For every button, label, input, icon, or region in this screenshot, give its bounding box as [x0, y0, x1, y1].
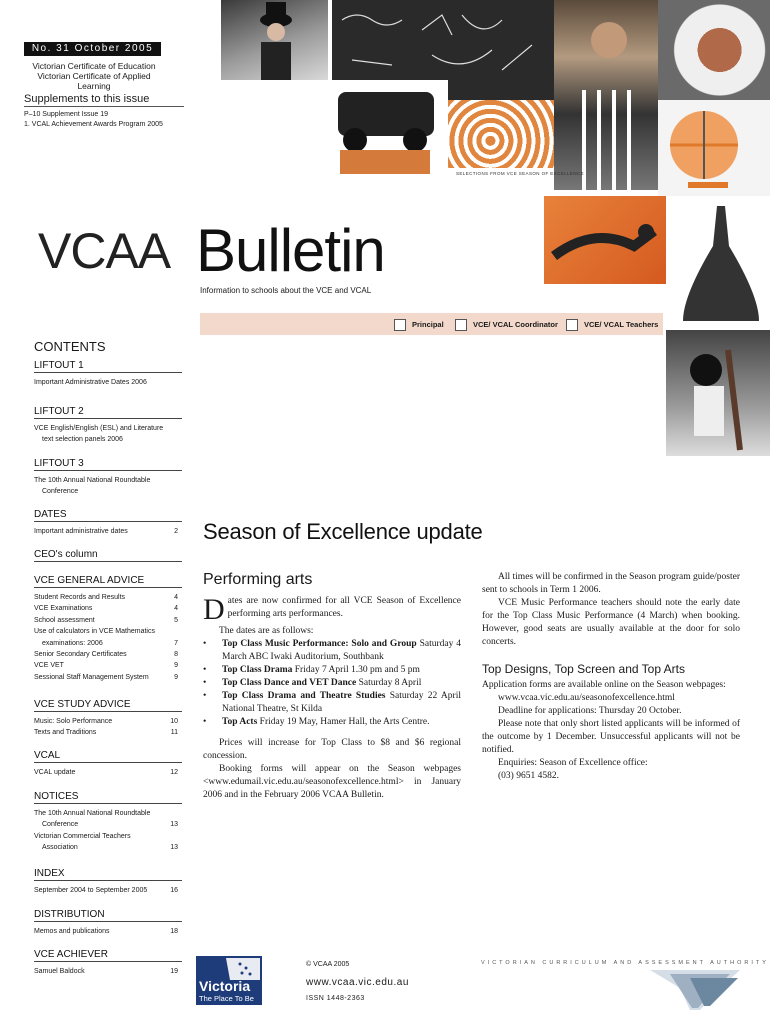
- toc-entry-text: The 10th Annual National Roundtable: [34, 477, 151, 484]
- toc-section-heading: DATES: [34, 509, 182, 522]
- date-event: Top Class Drama and Theatre Studies: [222, 691, 386, 701]
- toc-entry-text: September 2004 to September 2005: [34, 887, 148, 894]
- photo-beach-ball-art: [658, 100, 770, 196]
- list-item: [203, 690, 461, 716]
- toc-entry-text: Association: [42, 844, 78, 852]
- toc-entry[interactable]: [34, 885, 182, 896]
- toc-page-number: 4: [174, 594, 178, 601]
- top-designs-heading: Top Designs, Top Screen and Top Arts: [482, 662, 686, 676]
- toc-section-heading: CEO's column: [34, 549, 182, 562]
- toc-entry[interactable]: [34, 842, 182, 853]
- date-detail: Saturday 22 April National Theatre, St Kilda: [222, 691, 461, 714]
- date-detail: Friday 19 May, Hamer Hall, the Arts Centre.: [257, 717, 430, 727]
- toc-section-heading: VCE ACHIEVER: [34, 949, 182, 962]
- toc-entry[interactable]: [34, 377, 182, 388]
- website-link[interactable]: www.vcaa.vic.edu.au: [306, 977, 409, 988]
- striped-costume-illustration: [554, 0, 658, 190]
- drop-cap: D: [203, 593, 225, 626]
- audience-coordinator[interactable]: [455, 319, 558, 331]
- audience-label: VCE/ VCAL Teachers: [584, 319, 659, 329]
- audience-bar: [200, 313, 663, 335]
- toc-page-number: 18: [170, 928, 178, 935]
- list-item: [203, 677, 461, 690]
- vcaa-wordmark: VCAA: [38, 223, 171, 279]
- toc-section-heading: LIFTOUT 2: [34, 406, 182, 419]
- photo-caption: SELECTIONS FROM VCE SEASON OF EXCELLENCE: [456, 171, 585, 176]
- supplement-item: P–10 Supplement Issue 19: [24, 111, 109, 118]
- toc-section-heading: LIFTOUT 1: [34, 360, 182, 373]
- enquiries-paragraph: Enquiries: Season of Excellence office:: [498, 758, 648, 768]
- toc-entry-text: School assessment: [34, 616, 95, 624]
- toc-entry-text: Use of calculators in VCE Mathematics: [34, 628, 155, 636]
- vcaa-chevron-logo-icon: [650, 970, 740, 1014]
- toc-entry[interactable]: [34, 926, 182, 937]
- toc-entry-text: VCAL update: [34, 769, 76, 776]
- photo-toy-jeep: [320, 80, 448, 176]
- photo-food-plate: [658, 0, 770, 100]
- certificate-lines: [24, 61, 164, 91]
- toc-entry-text: Student Records and Results: [34, 594, 126, 601]
- music-teachers-paragraph: VCE Music Performance teachers should note the early date for the Top Class Music Performance (4 March) when booking. However, good seats are usually available at the door for solo concerts.: [482, 598, 740, 647]
- cellist-illustration: [666, 330, 770, 456]
- bulletin-wordmark: Bulletin: [196, 217, 385, 284]
- toc-page-number: 11: [170, 729, 178, 737]
- dress-illustration: [672, 196, 770, 326]
- prices-paragraph: Prices will increase for Top Class to $8 and $6 regional concession.: [203, 738, 461, 761]
- toc-page-number: 10: [170, 718, 178, 725]
- beach-ball-illustration: [658, 100, 770, 196]
- photo-cellist: [666, 330, 770, 456]
- photo-performer-striped: [554, 0, 658, 190]
- toc-entry-text: Senior Secondary Certificates: [34, 651, 127, 658]
- toc-entry[interactable]: [34, 808, 182, 819]
- intro-text: ates are now confirmed for all VCE Season of Excellence performing arts performances.: [227, 596, 461, 619]
- tagline: Information to schools about the VCE and VCAL: [200, 286, 372, 295]
- toc-page-number: 5: [174, 616, 178, 624]
- audience-label: Principal: [412, 319, 444, 329]
- toc-entry-text: VCE English/English (ESL) and Literature: [34, 425, 164, 432]
- toc-entry[interactable]: [34, 966, 182, 977]
- checkbox-icon[interactable]: [566, 319, 578, 331]
- date-detail: Saturday 4 March ABC Iwaki Auditorium, Southbank: [222, 639, 461, 662]
- toc-entry-text: The 10th Annual National Roundtable: [34, 810, 151, 817]
- photo-dancer: [544, 196, 666, 284]
- checkbox-icon[interactable]: [455, 319, 467, 331]
- list-item: [203, 716, 461, 729]
- toc-section-heading: NOTICES: [34, 791, 182, 804]
- toc-entry[interactable]: [34, 660, 182, 671]
- toc-entry[interactable]: [34, 672, 182, 683]
- phone-number: (03) 9651 4582.: [498, 771, 559, 781]
- checkbox-icon[interactable]: [394, 319, 406, 331]
- toc-entry-text: VCE VET: [34, 662, 64, 670]
- times-paragraph: All times will be confirmed in the Season program guide/poster sent to schools in Term 1 2006.: [482, 572, 740, 595]
- photo-performer-hat: [221, 0, 328, 80]
- victoria-logo: [196, 956, 262, 1005]
- toc-page-number: 19: [170, 968, 178, 975]
- toc-entry-text: text selection panels 2006: [42, 436, 123, 444]
- date-event: Top Class Drama: [222, 665, 293, 675]
- toc-entry-text: Conference: [42, 488, 79, 496]
- performing-arts-heading: Performing arts: [203, 571, 313, 588]
- toc-entry[interactable]: [34, 475, 182, 486]
- toc-entry-text: Samuel Baldock: [34, 968, 85, 975]
- toc-entry[interactable]: [34, 727, 182, 738]
- photo-dress-sculpture: [672, 196, 770, 326]
- supplements-list: [24, 110, 163, 130]
- toc-page-number: 9: [174, 662, 178, 670]
- toc-page-number: 4: [174, 605, 178, 613]
- designs-url[interactable]: www.vcaa.vic.edu.au/seasonofexcellence.html: [498, 693, 675, 703]
- toc-page-number: 13: [170, 821, 178, 829]
- list-item: [203, 664, 461, 677]
- article-column-1: [203, 595, 461, 802]
- toc-entry-text: Sessional Staff Management System: [34, 673, 149, 681]
- toc-entry-text: VCE Examinations: [34, 605, 93, 613]
- toc-entry[interactable]: [34, 434, 182, 445]
- date-event: Top Class Music Performance: Solo and Group: [222, 639, 417, 649]
- toc-entry[interactable]: [34, 819, 182, 830]
- notify-paragraph: Please note that only short listed applicants will be informed of the outcome by 1 December. Unsuccessful applicants will not be notified.: [482, 719, 740, 755]
- dates-intro: The dates are as follows:: [219, 626, 314, 636]
- logo-word: Victoria: [199, 978, 251, 994]
- designs-paragraph: Application forms are available online on the Season webpages:: [482, 680, 726, 690]
- toc-section-heading: VCAL: [34, 750, 182, 763]
- article-column-2: [482, 571, 740, 783]
- toc-entry-text: Victorian Commercial Teachers: [34, 832, 131, 840]
- dancer-illustration: [544, 196, 666, 284]
- performer-hat-illustration: [221, 0, 328, 80]
- toc-section-heading: LIFTOUT 3: [34, 458, 182, 471]
- photo-target-performer: [448, 100, 554, 168]
- booking-paragraph: Booking forms will appear on the Season webpages <www.edumail.vic.edu.au/seasonofexcellence.html> in January 2006 and in the February 2006 VCAA Bulletin.: [203, 764, 461, 800]
- article-title: Season of Excellence update: [203, 519, 483, 544]
- audience-principal[interactable]: [394, 319, 444, 331]
- toy-jeep-illustration: [320, 80, 448, 176]
- toc-page-number: 9: [174, 673, 178, 681]
- toc-entry-text: examinations: 2006: [42, 639, 103, 647]
- toc-entry[interactable]: [34, 638, 182, 649]
- toc-entry[interactable]: [34, 649, 182, 660]
- toc-section-heading: INDEX: [34, 868, 182, 881]
- list-item: [203, 638, 461, 664]
- toc-entry[interactable]: [34, 767, 182, 778]
- intro-paragraph: [203, 593, 461, 626]
- toc-entry[interactable]: [34, 603, 182, 614]
- toc-entry-text: Conference: [42, 821, 79, 829]
- toc-page-number: 16: [170, 887, 178, 894]
- toc-entry-text: Texts and Traditions: [34, 729, 97, 737]
- toc-entry[interactable]: [34, 716, 182, 727]
- toc-section-heading: DISTRIBUTION: [34, 909, 182, 922]
- audience-label: VCE/ VCAL Coordinator: [473, 319, 558, 329]
- deadline-paragraph: Deadline for applications: Thursday 20 October.: [498, 706, 682, 716]
- toc-entry-text: Music: Solo Performance: [34, 718, 113, 725]
- copyright: © VCAA 2005: [306, 961, 350, 968]
- supplements-heading: Supplements to this issue: [24, 93, 184, 107]
- toc-entry[interactable]: [34, 592, 182, 603]
- organisation-name: VICTORIAN CURRICULUM AND ASSESSMENT AUTHORITY: [481, 960, 769, 966]
- toc-entry[interactable]: [34, 423, 182, 434]
- cert-line-vcal: Victorian Certificate of Applied Learning: [37, 71, 151, 91]
- toc-entry[interactable]: [34, 486, 182, 497]
- toc-page-number: 13: [170, 844, 178, 852]
- toc-page-number: 12: [170, 769, 178, 776]
- toc-page-number: 8: [174, 651, 178, 658]
- issn: ISSN 1448-2363: [306, 995, 365, 1002]
- cert-line-vce: Victorian Certificate of Education: [32, 61, 156, 71]
- toc-entry-text: Important administrative dates: [34, 528, 128, 535]
- dates-list: [203, 638, 461, 729]
- date-detail: Friday 7 April 1.30 pm and 5 pm: [292, 665, 420, 675]
- toc-entry[interactable]: [34, 615, 182, 626]
- toc-entry-text: Important Administrative Dates 2006: [34, 379, 147, 386]
- supplement-item: 1. VCAL Achievement Awards Program 2005: [24, 121, 163, 128]
- toc-page-number: 7: [174, 639, 178, 647]
- toc-entry-text: Memos and publications: [34, 928, 110, 935]
- issue-badge: No. 31 October 2005: [24, 42, 161, 56]
- toc-section-heading: VCE STUDY ADVICE: [34, 699, 182, 712]
- toc-entry[interactable]: [34, 626, 182, 637]
- logo-tagline: The Place To Be: [199, 994, 254, 1003]
- toc-entry[interactable]: [34, 831, 182, 842]
- toc-section-heading: VCE GENERAL ADVICE: [34, 575, 182, 588]
- date-event: Top Acts: [222, 717, 258, 727]
- date-event: Top Class Dance and VET Dance: [222, 678, 357, 688]
- contents-title: CONTENTS: [34, 339, 106, 354]
- toc-page-number: 2: [174, 528, 178, 535]
- date-detail: Saturday 8 April: [356, 678, 422, 688]
- audience-teachers[interactable]: [566, 319, 658, 331]
- toc-entry[interactable]: [34, 526, 182, 537]
